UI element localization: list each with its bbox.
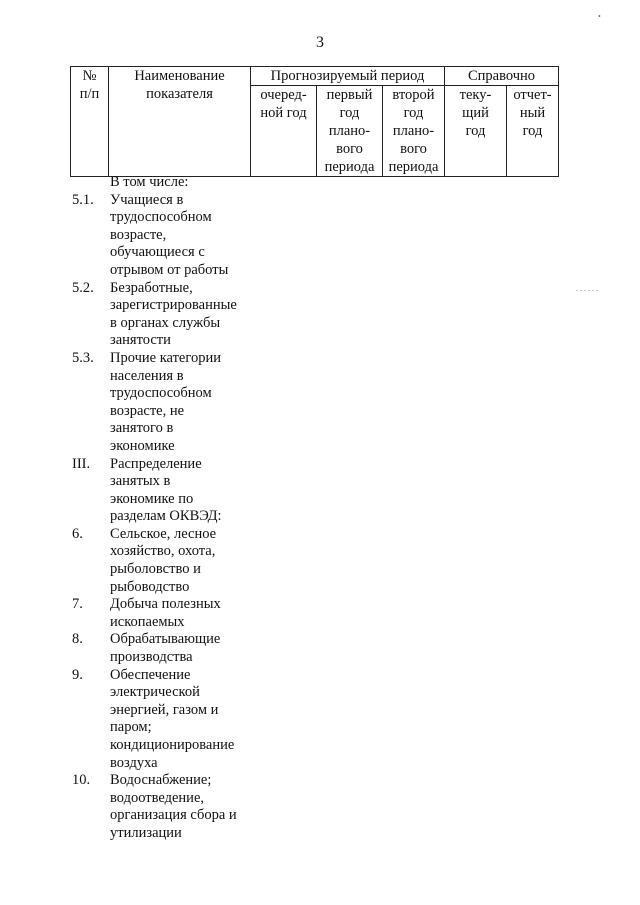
header-number-cell: № п/п [71,67,109,177]
row-number: 5.2. [72,279,94,296]
row-text: Добыча полезных ископаемых [110,596,221,630]
row-number: 5.3. [72,349,94,366]
list-item [72,631,272,666]
header-next-year: очеред- ной год [251,86,317,177]
row-text: Обрабатывающие производства [110,631,221,666]
indicator-list [72,174,272,843]
header-reference: Справочно [445,67,559,86]
indicator-table-header [70,66,559,177]
row-number: 8. [72,631,83,648]
row-number [72,174,110,192]
row-number: 10. [72,772,91,789]
row-number: 7. [72,596,83,613]
row-text: Сельское, лесное хозяйство, охота, рыболовство и рыбоводство [110,525,217,595]
row-text: Распределение занятых в экономике по разделам ОКВЭД: [110,455,222,525]
row-text: Учащиеся в трудоспособном возрасте, обучающиеся с отрывом от работы [110,191,229,278]
row-text: Обеспечение электрической энергией, газом и паром; кондиционирование воздуха [110,666,235,771]
row-number: 5.1. [72,191,94,208]
list-item [72,192,272,280]
header-name-cell: Наименование показателя [109,67,251,177]
list-item [72,456,272,526]
list-item [72,350,272,456]
header-current-year: теку- щий год [445,86,507,177]
header-second-plan-year: второй год плано- вого периода [383,86,445,177]
row-text: Водоснабжение; водоотведение, организация сбора и утилизации [110,772,237,841]
list-item [72,596,272,631]
list-item [72,772,272,842]
list-item [72,667,272,773]
scan-noise-mark: . . . . . . [576,284,598,293]
list-item [72,526,272,596]
row-number: III. [72,455,91,472]
header-report-year: отчет- ный год [507,86,559,177]
row-text: В том числе: [110,174,189,190]
row-text: Безработные, зарегистрированные в органах службы занятости [110,279,237,349]
list-item [72,280,272,350]
row-number: 6. [72,525,83,542]
row-text: Прочие категории населения в трудоспособном возрасте, не занятого в экономике [110,349,221,454]
scan-noise-mark: • [598,12,601,21]
row-number: 9. [72,666,83,683]
header-forecast-period: Прогнозируемый период [251,67,445,86]
header-first-plan-year: первый год плано- вого периода [317,86,383,177]
page-number: 3 [316,34,324,51]
list-item [72,174,272,192]
